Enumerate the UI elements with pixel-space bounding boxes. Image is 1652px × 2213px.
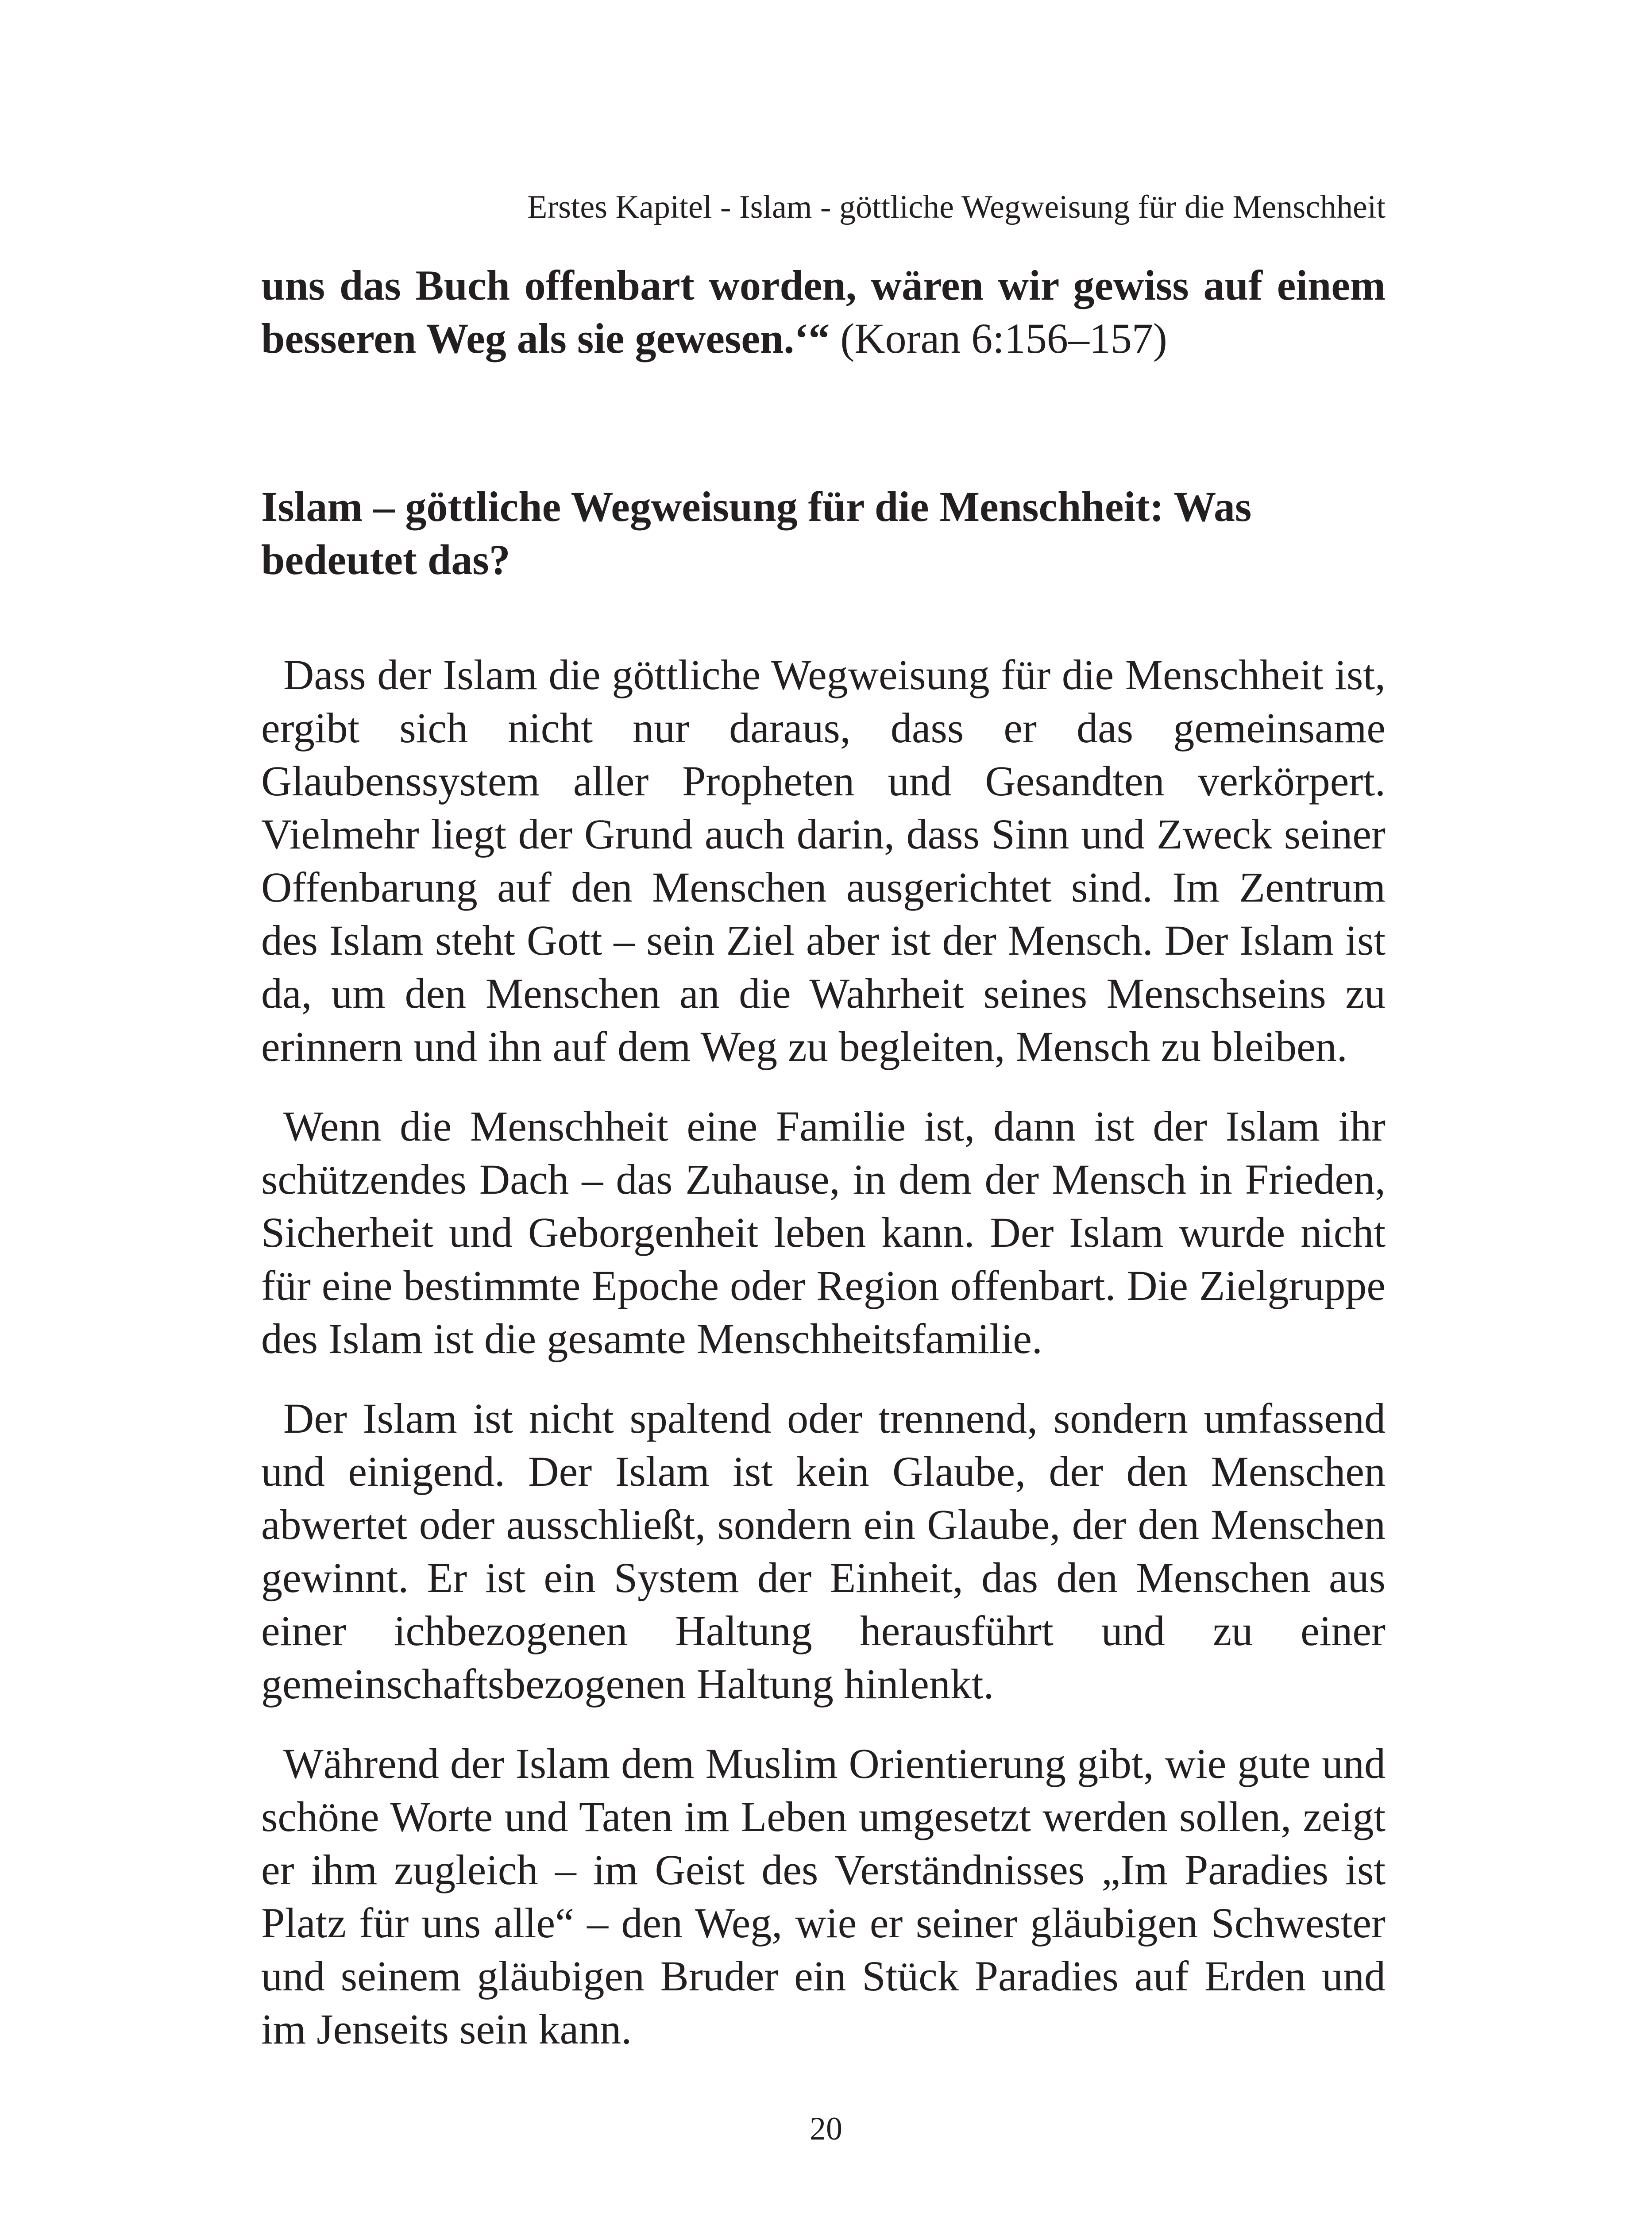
body-paragraph-1: Dass der Islam die göttliche Wegweisung für die Menschheit ist, ergibt sich nicht nur daraus, dass er das gemeinsame Glaubenssystem aller Propheten und Gesandten verkörpert. Vielmehr liegt der Grund auch darin, dass Sinn und Zweck seiner Offenbarung auf den Menschen ausgerichtet sind. Im Zentrum des Islam steht Gott – sein Ziel aber ist der Mensch. Der Islam ist da, um den Menschen an die Wahrheit seines Menschseins zu erinnern und ihn auf dem Weg zu begleiten, Mensch zu bleiben.: [261, 651, 1386, 1070]
quote-text: uns das Buch offenbart worden, wären wir gewiss auf einem besseren Weg als sie gewesen.‘“: [261, 262, 1386, 362]
body-paragraph-2: Wenn die Menschheit eine Familie ist, dann ist der Islam ihr schützendes Dach – das Zuhause, in dem der Mensch in Frieden, Sicherheit und Geborgenheit leben kann. Der Islam wurde nicht für eine bestimmte Epoche oder Region offenbart. Die Zielgruppe des Islam ist die gesamte Menschheitsfamilie.: [261, 1103, 1386, 1362]
quran-quote: [261, 259, 1386, 365]
quote-citation: (Koran 6:156–157): [830, 315, 1167, 362]
section-heading: Islam – göttliche Wegweisung für die Menschheit: Was bedeutet das?: [261, 483, 1252, 583]
page-number: 20: [810, 2111, 842, 2147]
text-block: [261, 259, 1386, 2056]
body-paragraph-4: Während der Islam dem Muslim Orientierung gibt, wie gute und schöne Worte und Taten im Leben umgesetzt werden sollen, zeigt er ihm zugleich – im Geist des Verständnisses „Im Paradies ist Platz für uns alle“ – den Weg, wie er seiner gläubigen Schwester und seinem gläubigen Bruder ein Stück Paradies auf Erden und im Jenseits sein kann.: [261, 1740, 1386, 2053]
body-paragraph-3: Der Islam ist nicht spaltend oder trennend, sondern umfassend und einigend. Der Islam ist kein Glaube, der den Menschen abwertet oder ausschließt, sondern ein Glaube, der den Menschen gewinnt. Er ist ein System der Einheit, das den Menschen aus einer ichbezogenen Haltung herausführt und zu einer gemeinschaftsbezogenen Haltung hinlenkt.: [261, 1395, 1386, 1708]
running-header: Erstes Kapitel - Islam - göttliche Wegweisung für die Menschheit: [527, 189, 1386, 225]
